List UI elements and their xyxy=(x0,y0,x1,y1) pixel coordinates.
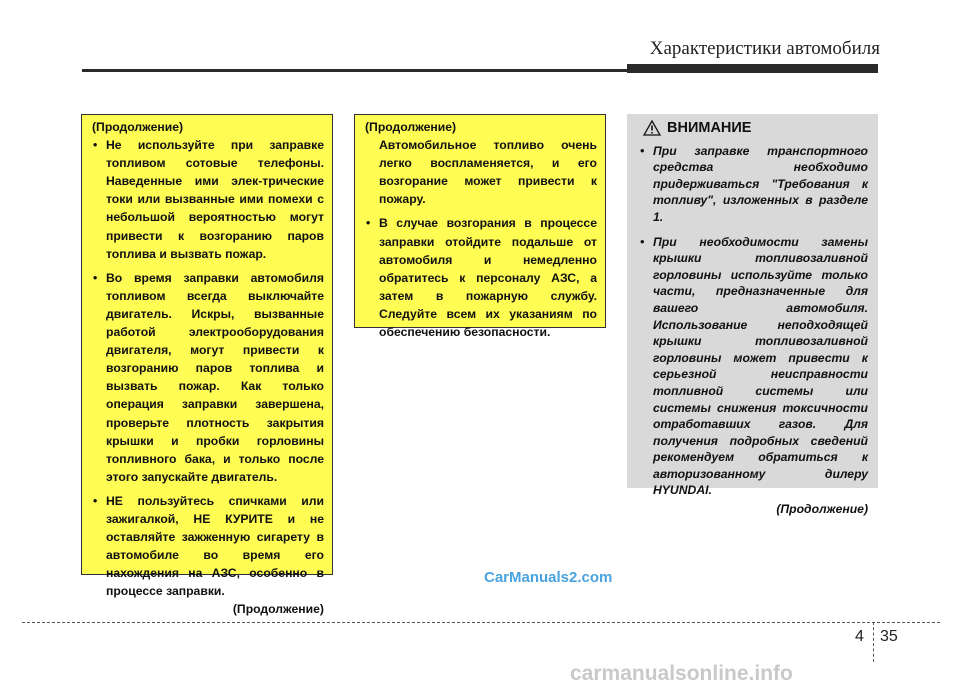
warning-heading xyxy=(643,120,868,137)
list-item xyxy=(92,269,324,486)
page-header-title: Характеристики автомобиля xyxy=(649,38,880,59)
watermark-carmanualsonline: carmanualsonline.info xyxy=(570,662,793,685)
list-item-text: При заправке транспортного средства необходимо придерживаться "Требования к топливу", изложенных в разделе 1. xyxy=(653,143,868,224)
caution-box-middle xyxy=(354,114,606,340)
continued-label: (Продолжение) xyxy=(776,502,868,517)
list-item-text: При необходимости замены крышки топливозаливной горловины используйте только части, предназначенные для вашего автомобиля. Использование неподходящей крышки топливозаливной горловины может привести к серьезной неисправности топливной системы или системы снижения токсичности отработавших газов. Для получения подробных сведений рекомендуем обратиться к авторизованному дилеру HYUNDAI. xyxy=(653,234,868,498)
chapter-number: 4 xyxy=(855,628,864,645)
list-item xyxy=(92,136,324,263)
continued-label-bottom: (Продолжение) xyxy=(232,602,324,617)
list-item-text: Не используйте при заправке топливом сотовые телефоны. Наведенные ими элек-трические токи или вызванные ими помехи с небольшой вероятностью могут привести к возгоранию паров топлива и вызвать пожар. xyxy=(106,138,324,261)
header-bar xyxy=(627,64,878,73)
paragraph: Автомобильное топливо очень легко воспламеняется, и его возгорание может привести к пожару. xyxy=(379,138,597,207)
bullet-icon: • xyxy=(640,234,645,249)
warning-heading-text: ВНИМАНИЕ xyxy=(667,120,752,136)
continued-label-top: (Продолжение) xyxy=(92,120,184,134)
list-item-text: НЕ пользуйтесь спичками или зажигалкой, НЕ КУРИТЕ и не оставляйте зажженную сигарету в автомобиле во время его нахождения на АЗС, особенно в процессе заправки. xyxy=(106,493,324,599)
footer-divider xyxy=(22,622,940,623)
bullet-icon: • xyxy=(93,270,98,285)
warning-box xyxy=(627,114,878,517)
page-number: 35 xyxy=(880,628,898,645)
bullet-icon: • xyxy=(93,138,98,153)
bullet-icon: • xyxy=(640,143,645,158)
list-item xyxy=(365,214,597,341)
list-item xyxy=(92,492,324,601)
bullet-icon: • xyxy=(93,493,98,508)
list-item-text: В случае возгорания в процессе заправки отойдите подальше от автомобиля и немедленно обратитесь к персоналу АЗС, а затем в пожарную службу. Следуйте всем их указаниям по обеспечению безопасности. xyxy=(379,216,597,340)
continued-label-top: (Продолжение) xyxy=(365,120,457,134)
caution-box-left xyxy=(81,114,333,617)
watermark-carmanuals2: CarManuals2.com xyxy=(484,569,613,586)
warning-triangle-icon xyxy=(643,120,661,136)
header-rule xyxy=(82,69,627,72)
page-number-divider xyxy=(873,622,874,662)
bullet-icon: • xyxy=(366,216,371,231)
list-item xyxy=(639,143,868,226)
list-item xyxy=(639,234,868,500)
list-item-text: Во время заправки автомобиля топливом всегда выключайте двигатель. Искры, вызванные работой электрооборудования двигателя, могут привести к возгоранию паров топлива и вызвать пожар. Как только операция заправки завершена, проверьте плотность закрытия крышки и пробки горловины топливного бака, и только после этого запускайте двигатель. xyxy=(106,270,324,484)
